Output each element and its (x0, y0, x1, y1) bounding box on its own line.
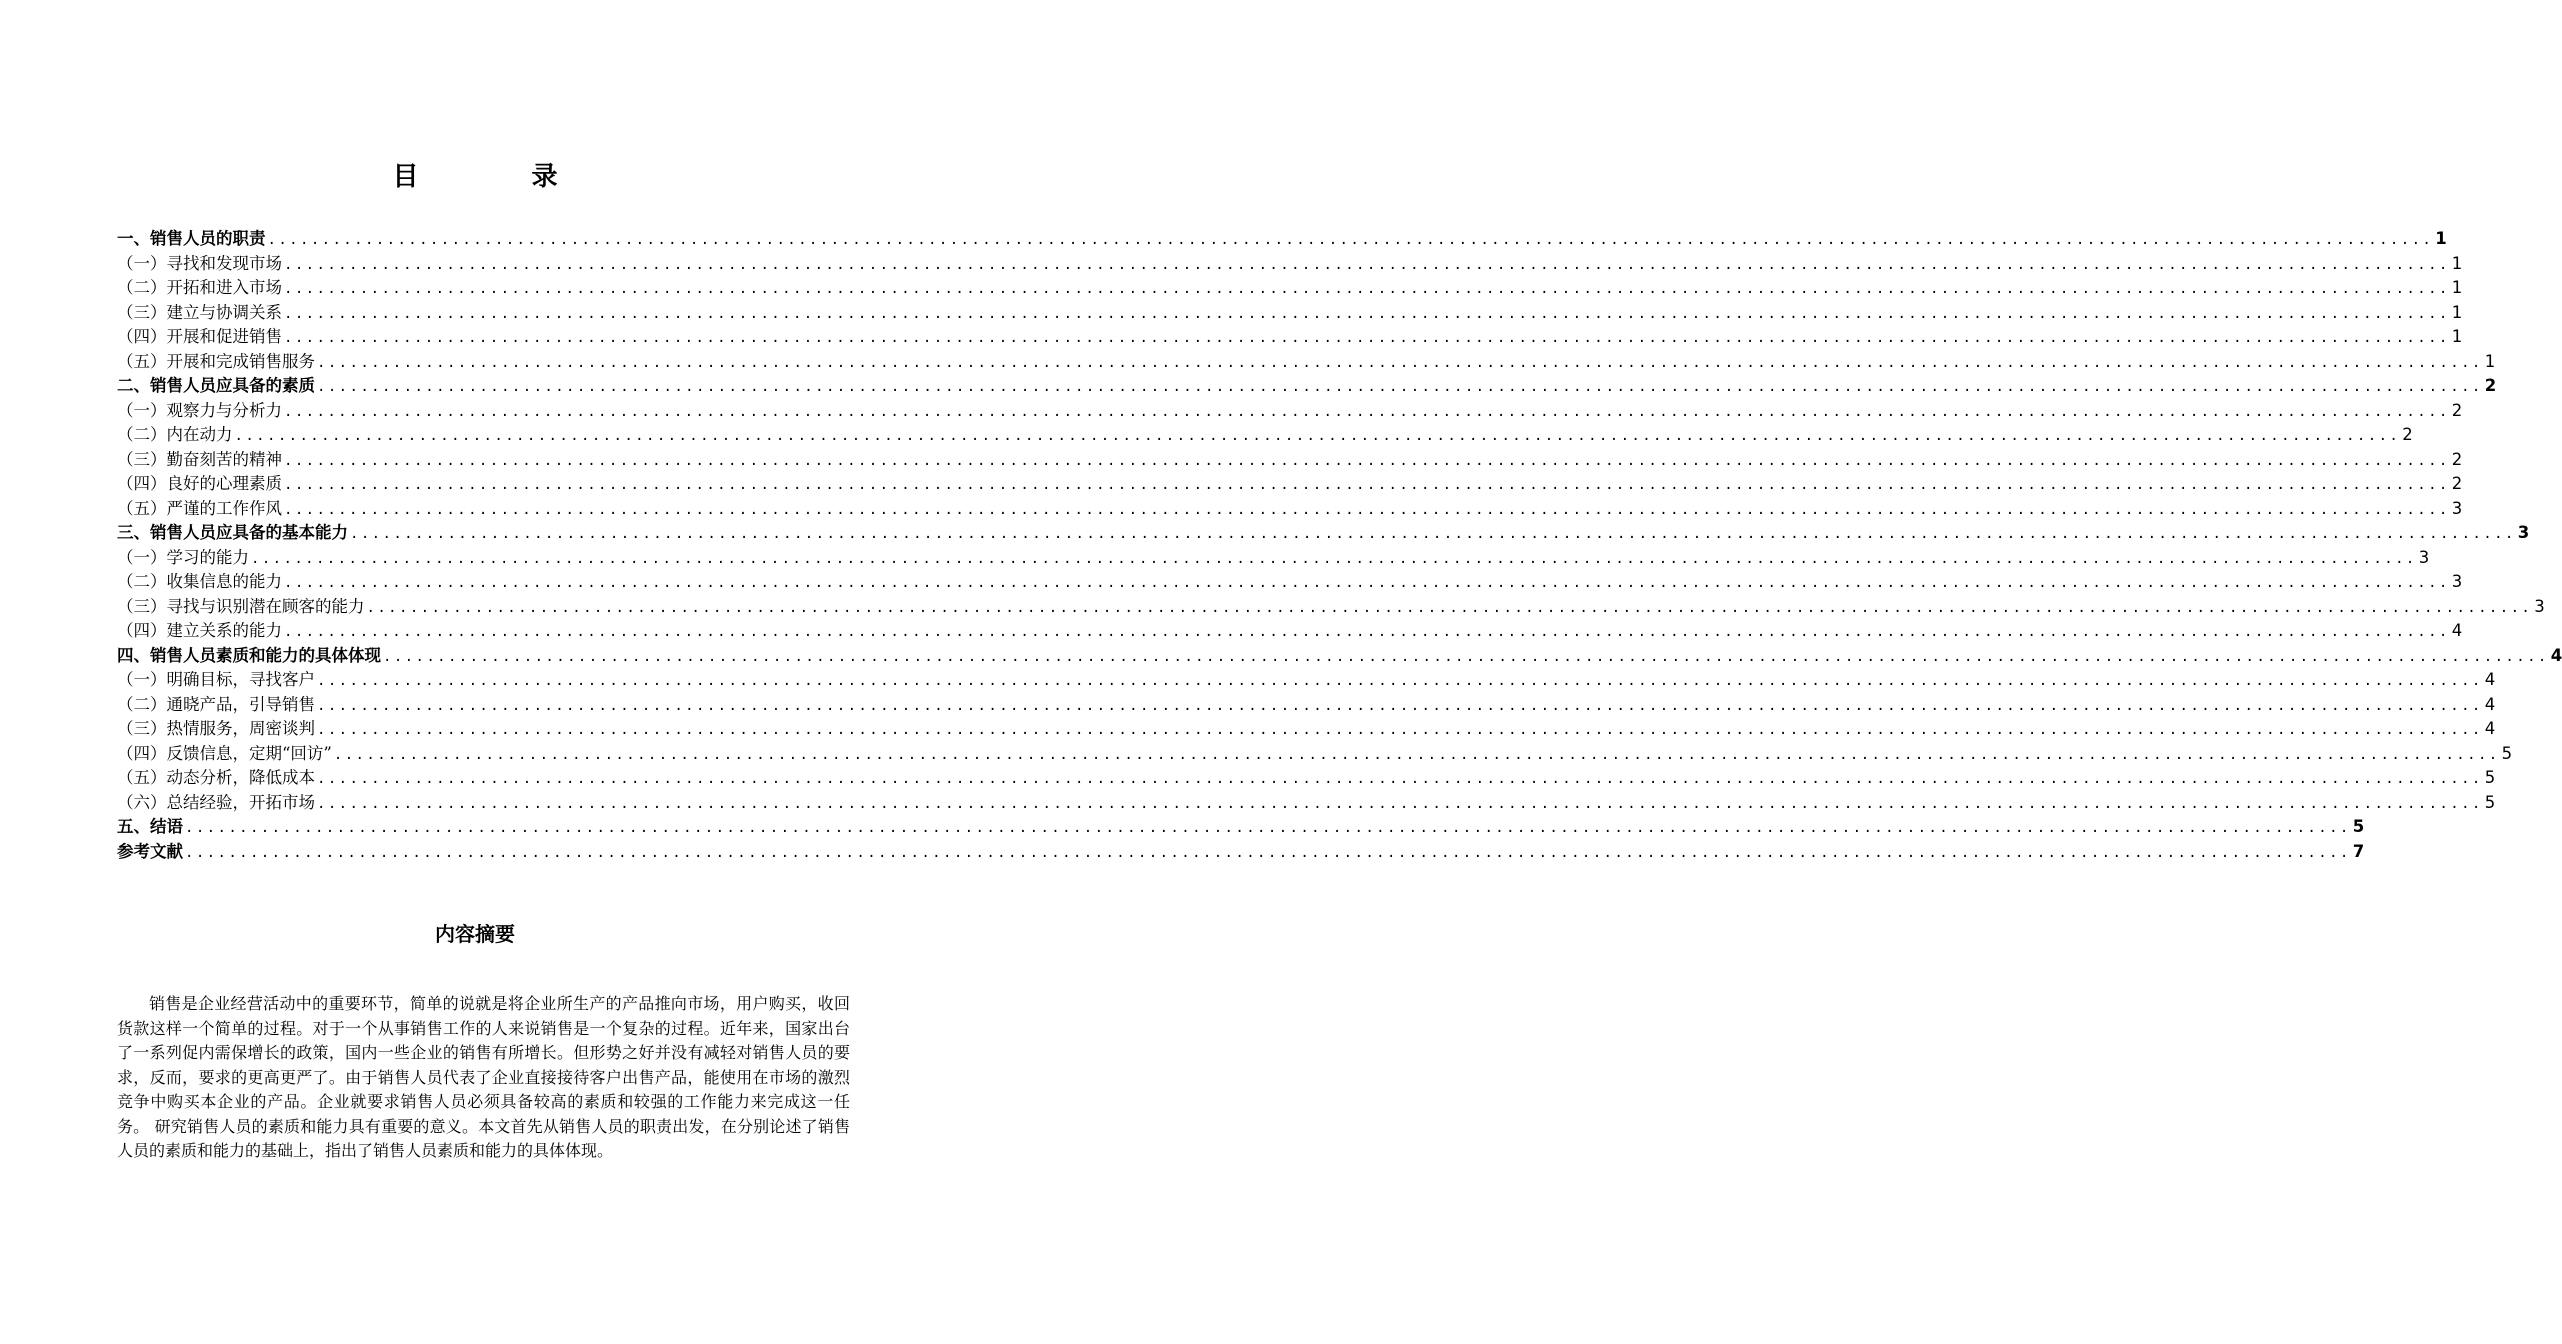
toc-entry-text: （五）开展和完成销售服务 (117, 351, 315, 371)
toc-entry-text: （四）反馈信息，定期“回访” (117, 743, 332, 763)
toc-entry-text: （六）总结经验，开拓市场 (117, 792, 315, 812)
toc-leader-dots: ........................................................................................................................................................................................................ (284, 256, 2450, 273)
toc-entry-text: （四）良好的心理素质 (117, 474, 282, 493)
toc-entry[interactable] (117, 252, 2463, 277)
toc-entry-text: （四）开展和促进销售 (117, 327, 282, 346)
toc-page-number: 4 (2484, 694, 2496, 714)
toc-leader-dots: ........................................................................................................................................................................................................ (284, 477, 2450, 493)
toc-entry[interactable] (117, 644, 2562, 669)
toc-leader-dots: ........................................................................................................................................................................................................ (383, 648, 2549, 665)
toc-page-number: 3 (2418, 547, 2430, 567)
toc-entry[interactable] (117, 570, 2463, 595)
toc-page-number: 2 (2451, 449, 2463, 469)
toc-entry-text: （二）内在动力 (117, 425, 233, 444)
toc-entry-text: 参考文献 (117, 841, 183, 861)
toc-leader-dots: ........................................................................................................................................................................................................ (284, 452, 2450, 469)
toc-page-number: 3 (2517, 523, 2530, 542)
toc-leader-dots: ........................................................................................................................................................................................................ (317, 795, 2483, 812)
toc-entry[interactable] (117, 423, 2413, 448)
toc-leader-dots: ........................................................................................................................................................................................................ (317, 673, 2483, 689)
toc-entry[interactable] (117, 448, 2463, 473)
toc-page-number: 3 (2451, 572, 2463, 591)
toc-page-number: 2 (2451, 474, 2463, 493)
toc-entry[interactable] (117, 374, 2497, 399)
toc-entry-text: （二）通晓产品，引导销售 (117, 694, 315, 714)
toc-entry[interactable] (117, 399, 2463, 424)
toc-page-number: 1 (2435, 229, 2447, 248)
toc-page-number: 4 (2484, 719, 2496, 738)
toc-leader-dots: ........................................................................................................................................................................................................ (234, 428, 2401, 444)
toc-entry-text: （五）严谨的工作作风 (117, 498, 282, 518)
toc-entry[interactable] (117, 325, 2463, 350)
toc-page-number: 1 (2484, 351, 2496, 371)
toc-entry[interactable] (117, 619, 2463, 644)
toc-leader-dots: ........................................................................................................................................................................................................ (333, 746, 2500, 763)
toc-leader-dots: ........................................................................................................................................................................................................ (267, 232, 2434, 248)
toc-entry-text: （三）建立与协调关系 (117, 302, 282, 322)
toc-page-number: 1 (2451, 253, 2463, 273)
toc-entry-text: （一）寻找和发现市场 (117, 253, 282, 273)
toc-entry-text: 一、销售人员的职责 (117, 229, 266, 248)
toc-entry[interactable] (117, 276, 2463, 301)
toc-leader-dots: ........................................................................................................................................................................................................ (284, 305, 2450, 322)
toc-entry-text: （二）收集信息的能力 (117, 572, 282, 591)
toc-page-number: 4 (2484, 670, 2496, 689)
toc-entry[interactable] (117, 840, 2365, 865)
toc-entry[interactable] (117, 717, 2496, 742)
toc-entry[interactable] (117, 742, 2513, 767)
toc-title: 目 录 (392, 162, 610, 192)
toc-page-number: 4 (2550, 645, 2562, 665)
toc-page-number: 5 (2484, 768, 2496, 787)
toc-entry-text: 二、销售人员应具备的素质 (117, 376, 315, 395)
toc-leader-dots: ........................................................................................................................................................................................................ (317, 379, 2483, 395)
toc-entry[interactable] (117, 791, 2496, 816)
toc-entry-text: （三）勤奋刻苦的精神 (117, 449, 282, 469)
abstract-title: 内容摘要 (435, 922, 515, 946)
abstract-body: 销售是企业经营活动中的重要环节，简单的说就是将企业所生产的产品推向市场，用户购买，收回货款这样一个简单的过程。对于一个从事销售工作的人来说销售是一个复杂的过程。近年来，国家出台了一系列促内需保增长的政策，国内一些企业的销售有所增长。但形势之好并没有减轻对销售人员的要求，反而，要求的更高更严了。由于销售人员代表了企业直接接待客户出售产品，能使用在市场的激烈竞争中购买本企业的产品。企业就要求销售人员必须具备较高的素质和较强的工作能力来完成这一任务。 研究销售人员的素质和能力具有重要的意义。本文首先从销售人员的职责出发，在分别论述了销售人员的素质和能力的基础上，指出了销售人员素质和能力的具体体现。 (117, 994, 850, 1160)
toc-page-number: 4 (2451, 621, 2463, 640)
toc-leader-dots: ........................................................................................................................................................................................................ (317, 771, 2483, 787)
toc-entry[interactable] (117, 227, 2447, 252)
toc-entry-text: 五、结语 (117, 817, 183, 836)
toc-page-number: 5 (2501, 743, 2513, 763)
toc-page-number: 5 (2484, 792, 2496, 812)
toc-page-number: 7 (2352, 841, 2365, 861)
toc-leader-dots: ........................................................................................................................................................................................................ (366, 599, 2533, 616)
toc-leader-dots: ........................................................................................................................................................................................................ (284, 330, 2450, 346)
toc-entry[interactable] (117, 350, 2496, 375)
toc-entry-text: （三）热情服务，周密谈判 (117, 719, 315, 738)
toc-entry-text: （五）动态分析，降低成本 (117, 768, 315, 787)
toc-leader-dots: ........................................................................................................................................................................................................ (317, 722, 2483, 738)
toc-page-number: 2 (2451, 400, 2463, 420)
table-of-contents (117, 227, 2562, 864)
toc-leader-dots: ........................................................................................................................................................................................................ (350, 526, 2516, 542)
toc-entry[interactable] (117, 693, 2496, 718)
toc-entry-text: （二）开拓和进入市场 (117, 278, 282, 297)
toc-leader-dots: ........................................................................................................................................................................................................ (284, 501, 2450, 518)
toc-entry[interactable] (117, 301, 2463, 326)
toc-page-number: 1 (2451, 278, 2463, 297)
toc-entry-text: （一）观察力与分析力 (117, 400, 282, 420)
toc-page-number: 2 (2484, 376, 2497, 395)
toc-entry[interactable] (117, 497, 2463, 522)
toc-entry[interactable] (117, 668, 2496, 693)
toc-page-number: 3 (2534, 596, 2545, 616)
toc-leader-dots: ........................................................................................................................................................................................................ (185, 844, 2351, 861)
toc-page-number: 3 (2451, 498, 2463, 518)
toc-leader-dots: ........................................................................................................................................................................................................ (284, 624, 2450, 640)
toc-page-number: 1 (2451, 327, 2463, 346)
toc-leader-dots: ........................................................................................................................................................................................................ (317, 354, 2483, 371)
toc-entry[interactable] (117, 766, 2496, 791)
toc-leader-dots: ........................................................................................................................................................................................................ (284, 403, 2450, 420)
toc-entry[interactable] (117, 472, 2463, 497)
toc-leader-dots: ........................................................................................................................................................................................................ (317, 697, 2483, 714)
toc-leader-dots: ........................................................................................................................................................................................................ (284, 575, 2450, 591)
toc-entry[interactable] (117, 595, 2545, 620)
toc-page-number: 1 (2451, 302, 2463, 322)
toc-entry[interactable] (117, 521, 2530, 546)
toc-leader-dots: ........................................................................................................................................................................................................ (185, 820, 2351, 836)
toc-leader-dots: ........................................................................................................................................................................................................ (284, 281, 2450, 297)
toc-leader-dots: ........................................................................................................................................................................................................ (251, 550, 2417, 567)
toc-entry[interactable] (117, 815, 2365, 840)
toc-entry-text: （三）寻找与识别潜在顾客的能力 (117, 596, 365, 616)
toc-entry-text: 四、销售人员素质和能力的具体体现 (117, 645, 381, 665)
toc-entry-text: （四）建立关系的能力 (117, 621, 282, 640)
toc-entry-text: 三、销售人员应具备的基本能力 (117, 523, 348, 542)
toc-entry-text: （一）学习的能力 (117, 547, 249, 567)
toc-page-number: 5 (2352, 817, 2365, 836)
toc-entry[interactable] (117, 546, 2430, 571)
toc-entry-text: （一）明确目标，寻找客户 (117, 670, 315, 689)
toc-page-number: 2 (2402, 425, 2413, 444)
